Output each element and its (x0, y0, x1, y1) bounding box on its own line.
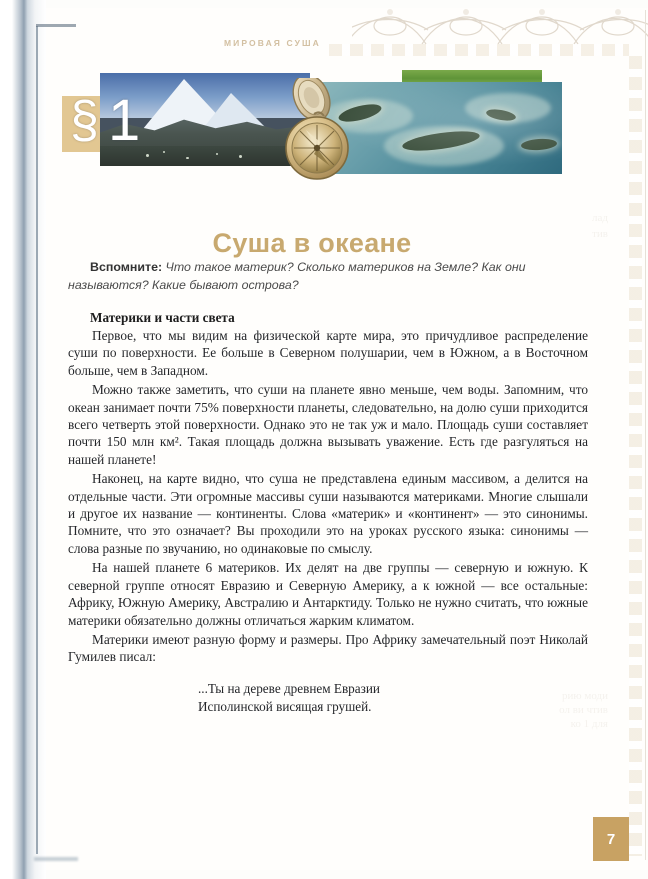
perforated-edge-right (629, 56, 642, 856)
body-paragraph: На нашей планете 6 материков. Их делят на две группы — северную и южную. К северной группе относят Евразию и Северную Америку, а к южной — все остальные: Африку, Южную Америку, Австралию и Антарктиду. Только не нужно считать, что южные материки обязательно должны отличаться жарким климатом. (68, 560, 588, 628)
recall-callout (68, 258, 588, 294)
page-title: Суша в океане (212, 228, 412, 259)
section-sign-glyph: § (70, 91, 99, 149)
body-paragraph: Первое, что мы видим на физической карте мира, это причудливое распределение суши по поверхности. Ее больше в Северном полушарии, чем в Южном, а в Восточном больше, чем в Западном. (68, 328, 588, 378)
section-subheading: Материки и части света (90, 310, 235, 325)
section-number: 1 (108, 88, 141, 153)
body-paragraph: Наконец, на карте видно, что суша не представлена единым массивом, а делится на отдельные части. Эти огромные массивы суши называются материками. Многие слышали и другое их название — континенты. Слова «материк» и «континент» — это синонимы. Помните, что это означает? Вы проходили это на уроках русского языка: синонимы — слова разные по звучанию, но одинаковые по смыслу. (68, 471, 588, 556)
body-paragraph: Материки имеют разную форму и размеры. Про Африку замечательный поэт Николай Гумилев писал: (68, 631, 588, 665)
binding-gutter (0, 0, 46, 879)
body-paragraph: Можно также заметить, что суши на планете явно меньше, чем воды. Запомним, что океан занимает почти 75% поверхности планеты, следовательно, на долю суши приходится всего четверть этой поверхности. Однако это не так уж и мало. Площадь суши составляет почти 150 млн км². Такая площадь должна вызывать уважение. Есть где разгуляться на нашей планете! (68, 382, 588, 467)
chapter-banner (62, 62, 562, 180)
binding-gutter-line (36, 26, 38, 854)
binding-gutter-top-mark (36, 24, 76, 27)
page-edge-rule (645, 10, 646, 860)
poem-line: Исполинской висящая грушей. (198, 698, 372, 714)
page-number: 7 (593, 817, 629, 861)
recall-label: Вспомните: (90, 260, 163, 274)
poem-line: ...Ты на дереве древнем Евразии (198, 680, 380, 696)
section-marker (66, 88, 186, 158)
poem-quote (198, 680, 588, 716)
compass-illustration (258, 78, 366, 180)
binding-gutter-bottom-mark (34, 857, 78, 861)
perforated-edge-top (329, 44, 629, 56)
text-column (68, 258, 588, 716)
recall-text: Что такое материк? Сколько материков на Земле? Как они называются? Какие бывают острова? (68, 260, 526, 292)
running-head: МИРОВАЯ СУША (224, 38, 321, 48)
